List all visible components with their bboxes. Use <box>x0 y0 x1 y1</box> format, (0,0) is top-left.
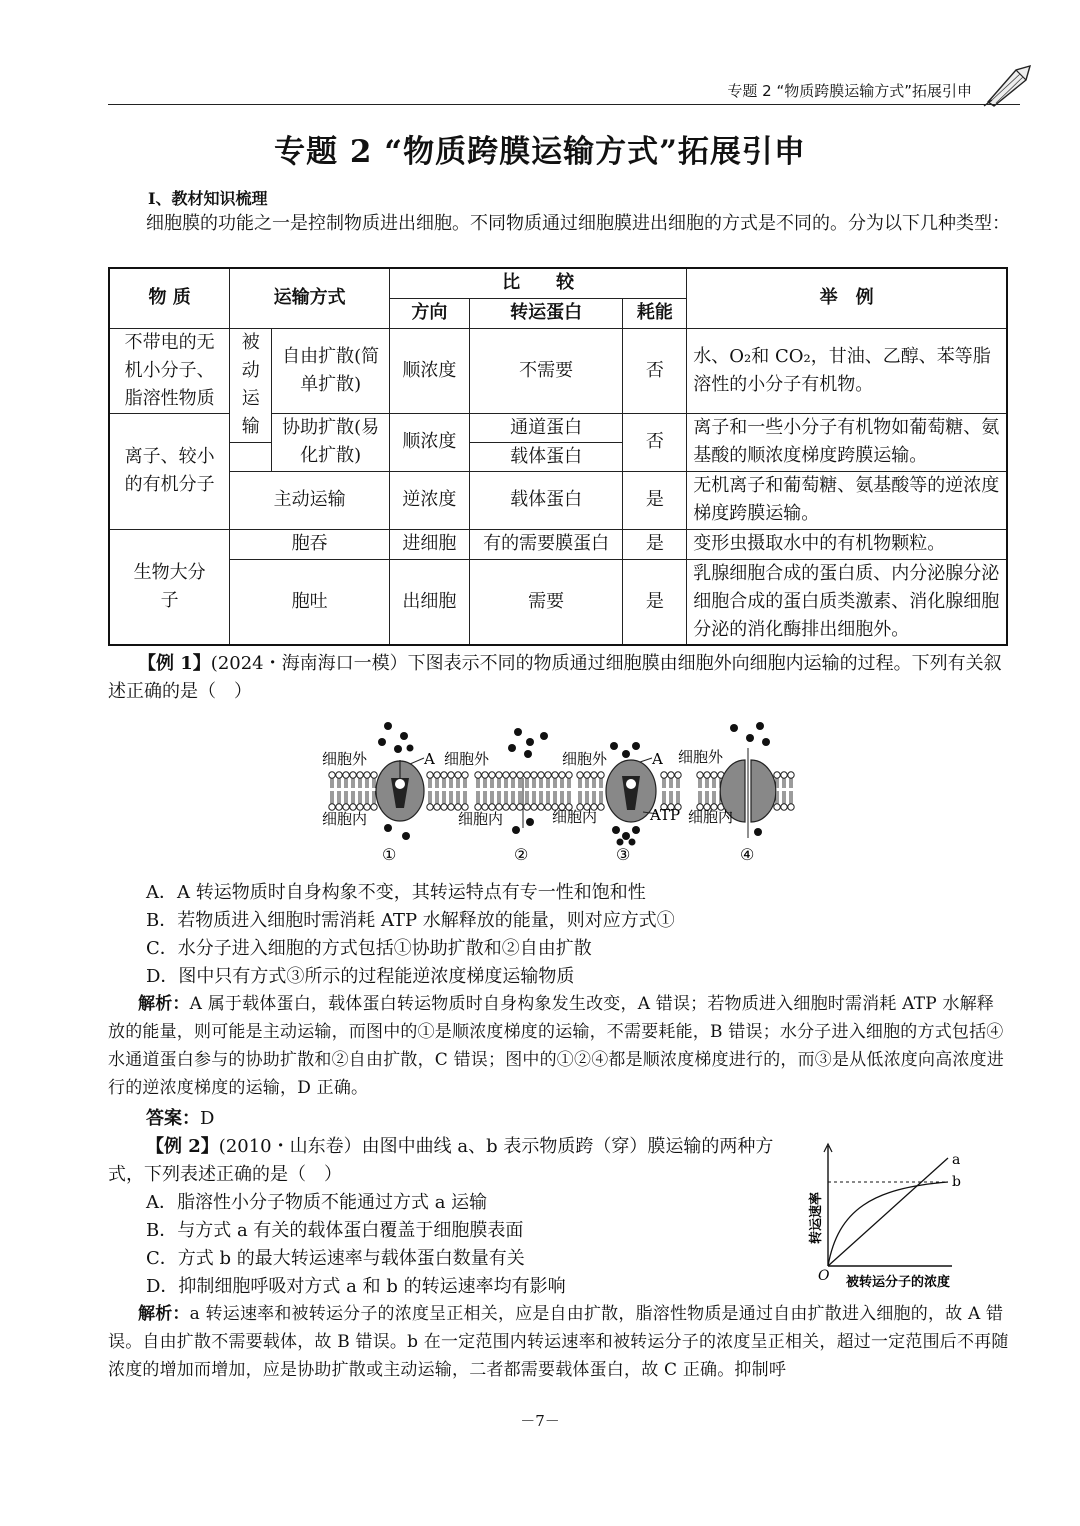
example1-answer-label: 答案： <box>146 1108 200 1129</box>
header-compare: 比 较 <box>389 268 686 298</box>
cell-substance-4: 生物大分子 <box>109 529 230 645</box>
cell-protein-2b: 载体蛋白 <box>469 442 623 471</box>
transport-rate-graph <box>802 1140 980 1296</box>
phospholipid <box>668 772 674 810</box>
phospholipid <box>350 772 356 810</box>
cell-direction-3: 逆浓度 <box>389 471 469 529</box>
transport-comparison-table <box>108 267 1008 646</box>
phospholipid <box>675 772 681 810</box>
phospholipid <box>598 772 604 810</box>
phospholipid <box>510 772 516 810</box>
phospholipid <box>781 772 787 810</box>
cell-direction-4: 进细胞 <box>389 529 469 559</box>
cell-example-1: 水、O₂和 CO₂，甘油、乙醇、苯等脂溶性的小分子有机物。 <box>687 328 1007 413</box>
y-axis-label: 转运速率 <box>809 1191 824 1245</box>
phospholipid <box>462 772 468 810</box>
fig-label-atp: ATP <box>650 806 681 824</box>
phospholipid <box>711 772 717 810</box>
fig-label-outside-3: 细胞外 <box>562 750 608 768</box>
example1-question: (2024・海南海口一模）下图表示不同的物质通过细胞膜由细胞外向细胞内运输的过程。下列有关叙述正确的是（ ） <box>108 653 1002 702</box>
carrier-protein-1 <box>376 758 424 821</box>
cell-direction-1: 顺浓度 <box>389 328 469 413</box>
cell-energy-2: 否 <box>623 413 687 471</box>
phospholipid <box>545 772 551 810</box>
phospholipid <box>427 772 433 810</box>
section-heading: Ⅰ、教材知识梳理 <box>148 189 268 208</box>
curve-a-label: a <box>952 1152 961 1168</box>
example1-stem <box>108 650 1010 706</box>
cell-example-4: 变形虫摄取水中的有机物颗粒。 <box>687 529 1007 559</box>
cell-example-2: 离子和一些小分子有机物如葡萄糖、氨基酸的顺浓度梯度跨膜运输。 <box>687 413 1007 471</box>
page-number: －7－ <box>520 1412 560 1430</box>
phospholipid <box>503 772 509 810</box>
header-protein: 转运蛋白 <box>469 298 623 328</box>
curve-b <box>828 1182 948 1266</box>
cell-example-3: 无机离子和葡萄糖、氨基酸等的逆浓度梯度跨膜运输。 <box>687 471 1007 529</box>
phospholipid <box>489 772 495 810</box>
origin-label: O <box>818 1268 830 1284</box>
phospholipid <box>329 772 335 810</box>
example2-stem-line1 <box>146 1132 773 1158</box>
phospholipid <box>357 772 363 810</box>
phospholipid <box>566 772 572 810</box>
cell-method-2: 协助扩散(易化扩散) <box>272 413 390 471</box>
phospholipid <box>496 772 502 810</box>
cell-protein-2a: 通道蛋白 <box>469 413 623 442</box>
cell-energy-1: 否 <box>623 328 687 413</box>
phospholipid <box>524 772 530 810</box>
phospholipid <box>697 772 703 810</box>
phospholipid <box>448 772 454 810</box>
fig-label-outside-2: 细胞外 <box>444 750 490 768</box>
example1-option-a: A．A 转运物质时自身构象不变，其转运特点有专一性和饱和性 <box>146 882 646 903</box>
pen-nib-icon <box>982 62 1036 108</box>
fig-number-2: ② <box>514 845 529 864</box>
membrane-transport-figure <box>318 718 796 866</box>
example1-analysis-label: 解析： <box>138 994 190 1014</box>
cell-protein-4: 有的需要膜蛋白 <box>469 529 623 559</box>
running-header: 专题 2 “物质跨膜运输方式”拓展引申 <box>727 82 972 100</box>
example1-answer-value: D <box>200 1108 215 1129</box>
phospholipid <box>336 772 342 810</box>
phospholipid <box>584 772 590 810</box>
cell-energy-3: 是 <box>623 471 687 529</box>
cell-direction-5: 出细胞 <box>389 559 469 645</box>
curve-b-label: b <box>952 1174 961 1190</box>
example2-tag: 【例 2】 <box>146 1136 219 1157</box>
phospholipid <box>441 772 447 810</box>
phospholipid <box>343 772 349 810</box>
phospholipid <box>455 772 461 810</box>
molecules <box>378 722 770 846</box>
fig-number-3: ③ <box>616 845 631 864</box>
x-axis-label: 被转运分子的浓度 <box>846 1275 951 1290</box>
phospholipid <box>661 772 667 810</box>
header-method: 运输方式 <box>230 268 390 328</box>
cell-passive-transport <box>230 328 272 442</box>
phospholipid <box>559 772 565 810</box>
cell-method-1: 自由扩散(简单扩散) <box>272 328 390 413</box>
cell-energy-4: 是 <box>623 529 687 559</box>
phospholipid <box>591 772 597 810</box>
example2-option-b: B．与方式 a 有关的载体蛋白覆盖于细胞膜表面 <box>146 1220 524 1241</box>
cell-substance-1: 不带电的无机小分子、脂溶性物质 <box>109 328 230 413</box>
fig-label-A-1: A <box>424 750 435 768</box>
intro-paragraph: 细胞膜的功能之一是控制物质进出细胞。不同物质通过细胞膜进出细胞的方式是不同的。分为以下几种类型： <box>146 213 1010 234</box>
cell-passive-spacer <box>230 442 272 471</box>
example1-analysis-text: A 属于载体蛋白，载体蛋白转运物质时自身构象发生改变，A 错误；若物质进入细胞时需消耗 ATP 水解释放的能量，则可能是主动运输，而图中的①是顺浓度梯度的运输，不需要耗能，B 错误；水分子进入细胞的方式包括④水通道蛋白参与的协助扩散和②自由扩散，C 错误；图中的①②④都是顺浓度梯度进行的，而③是从低浓度向高浓度进行的逆浓度梯度的运输，D 正确。 <box>108 994 1005 1098</box>
example1-option-c: C．水分子进入细胞的方式包括①协助扩散和②自由扩散 <box>146 938 592 959</box>
curve-a <box>828 1158 948 1266</box>
example2-analysis-text: a 转运速率和被转运分子的浓度呈正相关，应是自由扩散，脂溶性物质是通过自由扩散进入细胞的，故 A 错误。自由扩散不需要载体，故 B 错误。b 在一定范围内转运速率和被转运分子的浓度呈正相关，超过一定范围后不再随浓度的增加而增加，应是协助扩散或主动运输，二者都需要载体蛋白，故 C 正确。抑制呼 <box>108 1304 1009 1380</box>
example1-analysis <box>108 990 1010 1102</box>
phospholipid <box>531 772 537 810</box>
cell-protein-5: 需要 <box>469 559 623 645</box>
example2-question: (2010・山东卷）由图中曲线 a、b 表示物质跨（穿）膜运输的两种方 <box>218 1136 774 1157</box>
cell-method-3: 主动运输 <box>230 471 390 529</box>
fig-label-outside-4: 细胞外 <box>678 748 724 766</box>
cell-protein-1: 不需要 <box>469 328 623 413</box>
header-energy: 耗能 <box>623 298 687 328</box>
phospholipid <box>364 772 370 810</box>
cell-direction-2: 顺浓度 <box>389 413 469 471</box>
fig-label-A-3: A <box>652 750 663 768</box>
cell-method-5: 胞吐 <box>230 559 390 645</box>
example1-option-b: B．若物质进入细胞时需消耗 ATP 水解释放的能量，则对应方式① <box>146 910 675 931</box>
header-direction: 方向 <box>389 298 469 328</box>
phospholipid <box>704 772 710 810</box>
phospholipid <box>517 772 523 810</box>
example1-tag: 【例 1】 <box>138 653 211 674</box>
header-rule <box>108 104 1020 105</box>
phospholipid <box>538 772 544 810</box>
phospholipid <box>482 772 488 810</box>
example2-analysis <box>108 1300 1010 1384</box>
fig-label-inside-4: 细胞内 <box>688 808 734 826</box>
example1-option-d: D．图中只有方式③所示的过程能逆浓度梯度运输物质 <box>146 966 575 987</box>
page-title: 专题 2 “物质跨膜运输方式”拓展引申 <box>274 134 806 170</box>
phospholipid <box>788 772 794 810</box>
phospholipid <box>552 772 558 810</box>
fig-number-1: ① <box>382 845 397 864</box>
cell-example-5: 乳腺细胞合成的蛋白质、内分泌腺分泌细胞合成的蛋白质类激素、消化腺细胞分泌的消化酶排出细胞外。 <box>687 559 1007 645</box>
cell-method-4: 胞吞 <box>230 529 390 559</box>
fig-label-inside-3: 细胞内 <box>552 808 598 826</box>
example2-option-c: C．方式 b 的最大转运速率与载体蛋白数量有关 <box>146 1248 525 1269</box>
cell-substance-2: 离子、较小的有机分子 <box>109 413 230 529</box>
cell-protein-3: 载体蛋白 <box>469 471 623 529</box>
example2-analysis-label: 解析： <box>138 1304 190 1324</box>
fig-label-inside-1: 细胞内 <box>322 810 368 828</box>
fig-label-inside-2: 细胞内 <box>458 810 504 828</box>
cell-energy-5: 是 <box>623 559 687 645</box>
fig-number-4: ④ <box>740 845 755 864</box>
phospholipid <box>434 772 440 810</box>
example2-option-d: D．抑制细胞呼吸对方式 a 和 b 的转运速率均有影响 <box>146 1276 566 1297</box>
header-substance: 物 质 <box>109 268 230 328</box>
header-example: 举 例 <box>687 268 1007 328</box>
phospholipid <box>577 772 583 810</box>
example2-option-a: A．脂溶性小分子物质不能通过方式 a 运输 <box>146 1192 488 1213</box>
passive-label: 被动运输 <box>241 332 260 437</box>
fig-label-outside-1: 细胞外 <box>322 750 368 768</box>
phospholipid <box>475 772 481 810</box>
example1-answer <box>146 1104 214 1130</box>
example2-stem-line2: 式，下列表述正确的是（ ） <box>108 1164 342 1185</box>
